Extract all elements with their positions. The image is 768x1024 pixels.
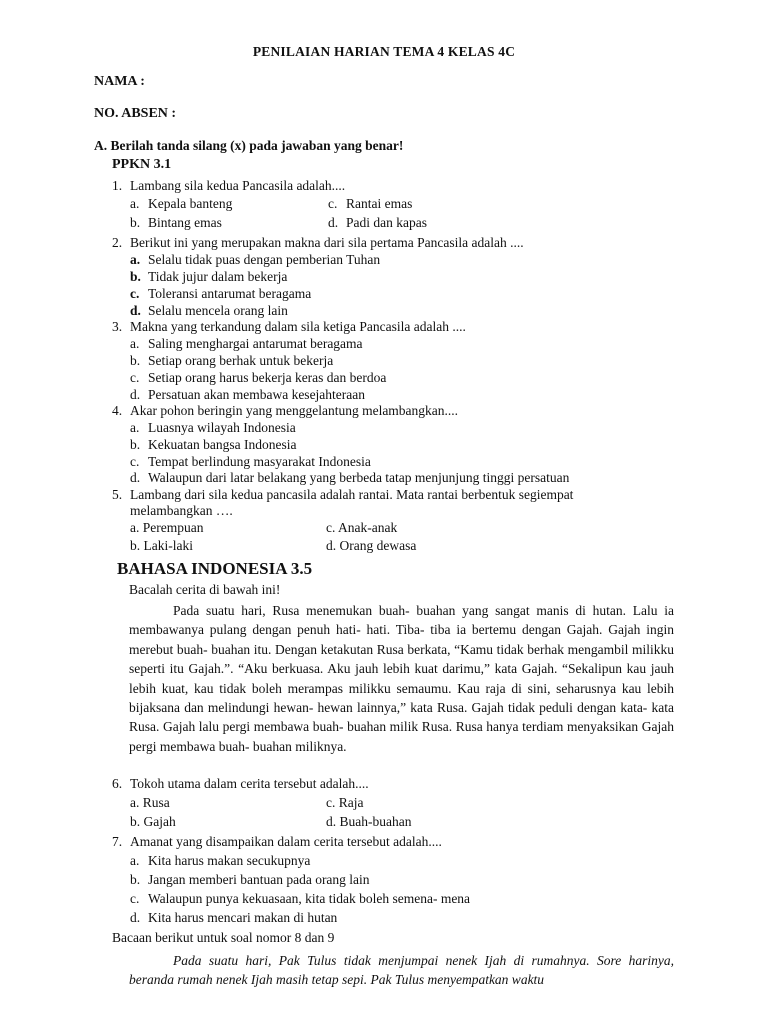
option-2d[interactable]: d. Selalu mencela orang lain <box>130 303 288 318</box>
subject-bahasa-heading: BAHASA INDONESIA 3.5 <box>117 559 313 578</box>
reading-instruction: Bacalah cerita di bawah ini! <box>129 582 281 597</box>
option-6c[interactable]: c. Raja <box>326 795 364 810</box>
option-2a[interactable]: a. Selalu tidak puas dengan pemberian Tuhan <box>130 252 381 267</box>
option-5a[interactable]: a. Perempuan <box>130 520 204 535</box>
option-2c[interactable]: c. Toleransi antarumat beragama <box>130 286 312 301</box>
option-3b[interactable]: b. Setiap orang berhak untuk bekerja <box>130 353 334 368</box>
option-3c[interactable]: c. Setiap orang harus bekerja keras dan berdoa <box>130 370 387 385</box>
option-6d[interactable]: d. Buah-buahan <box>326 814 412 829</box>
option-7d[interactable]: d. Kita harus mencari makan di hutan <box>130 910 338 925</box>
option-4c[interactable]: c. Tempat berlindung masyarakat Indonesia <box>130 454 371 469</box>
option-2b[interactable]: b. Tidak jujur dalam bekerja <box>130 269 288 284</box>
absen-label: NO. ABSEN : <box>94 106 177 121</box>
question-2: 2. Berikut ini yang merupakan makna dari sila pertama Pancasila adalah .... <box>112 235 524 250</box>
nama-label: NAMA : <box>94 74 145 89</box>
option-1c[interactable]: c. Rantai emas <box>328 196 413 211</box>
question-3: 3. Makna yang terkandung dalam sila ketiga Pancasila adalah .... <box>112 319 466 334</box>
subject-ppkn: PPKN 3.1 <box>112 157 172 172</box>
option-1d[interactable]: d. Padi dan kapas <box>328 215 427 230</box>
page-title: PENILAIAN HARIAN TEMA 4 KELAS 4C <box>252 44 516 59</box>
reading-2-intro: Bacaan berikut untuk soal nomor 8 dan 9 <box>112 930 335 945</box>
question-7: 7. Amanat yang disampaikan dalam cerita tersebut adalah.... <box>112 834 442 849</box>
option-1a[interactable]: a. Kepala banteng <box>130 196 233 211</box>
option-5d[interactable]: d. Orang dewasa <box>326 538 417 553</box>
question-1: 1. Lambang sila kedua Pancasila adalah.... <box>112 178 346 193</box>
reading-2-paragraph: Pada suatu hari, Pak Tulus tidak menjumpai nenek Ijah di rumahnya. Sore harinya, beranda rumah nenek Ijah masih tetap sepi. Pak Tulus menyempatkan waktu <box>129 953 674 988</box>
option-4b[interactable]: b. Kekuatan bangsa Indonesia <box>130 437 297 452</box>
option-6a[interactable]: a. Rusa <box>130 795 170 810</box>
question-5-continued: melambangkan …. <box>130 503 233 518</box>
section-a-instruction: A. Berilah tanda silang (x) pada jawaban yang benar! <box>94 138 404 153</box>
question-6: 6. Tokoh utama dalam cerita tersebut adalah.... <box>112 776 369 791</box>
option-5c[interactable]: c. Anak-anak <box>326 520 398 535</box>
question-4: 4. Akar pohon beringin yang menggelantung melambangkan.... <box>112 403 459 418</box>
question-5: 5. Lambang dari sila kedua pancasila adalah rantai. Mata rantai berbentuk segiempat <box>112 487 574 502</box>
option-3a[interactable]: a. Saling menghargai antarumat beragama <box>130 336 363 351</box>
option-7b[interactable]: b. Jangan memberi bantuan pada orang lain <box>130 872 370 887</box>
option-4a[interactable]: a. Luasnya wilayah Indonesia <box>130 420 296 435</box>
option-5b[interactable]: b. Laki-laki <box>130 538 193 553</box>
option-6b[interactable]: b. Gajah <box>130 814 176 829</box>
option-4d[interactable]: d. Walaupun dari latar belakang yang berbeda tatap menjunjung tinggi persatuan <box>130 470 570 485</box>
option-7a[interactable]: a. Kita harus makan secukupnya <box>130 853 311 868</box>
option-3d[interactable]: d. Persatuan akan membawa kesejahteraan <box>130 387 366 402</box>
story-paragraph: Pada suatu hari, Rusa menemukan buah- buahan yang sangat manis di hutan. Lalu ia membawanya pulang dengan penuh hati- hati. Tiba- tiba ia bertemu dengan Gajah. Gajah ingin merebut buah- buahan itu. Dengan ketakutan Rusa berkata, “Kamu tidak berhak mengambil milikku seperti itu Gajah.”. “Aku berkuasa. Aku jauh lebih kuat darimu,” kata Gajah. “Sekalipun kau jauh lebih kuat, kau tidak boleh merampas milikku semaumu. Kau raja di sini, seharusnya kau lebih bijaksana dan melindungi hewan- hewan lainnya,” kata Rusa. Gajah tidak peduli dengan kata- kata Rusa. Gajah lalu pergi membawa buah- buahan milik Rusa. Rusa hanya terdiam menyaksikan Gajah pergi membawa buah- buahan miliknya. <box>129 603 674 754</box>
option-1b[interactable]: b. Bintang emas <box>130 215 222 230</box>
option-7c[interactable]: c. Walaupun punya kekuasaan, kita tidak boleh semena- mena <box>130 891 471 906</box>
